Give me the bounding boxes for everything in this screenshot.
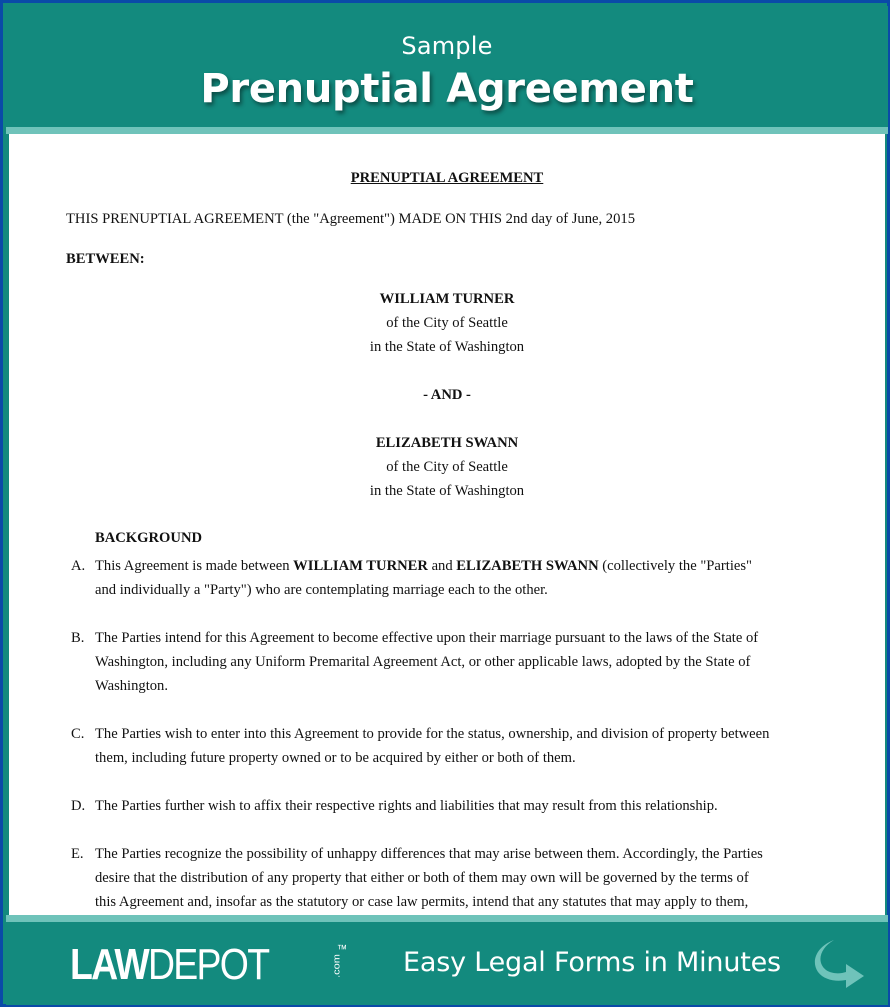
party2-city: of the City of Seattle — [386, 459, 508, 475]
lawdepot-logo[interactable] — [70, 940, 348, 990]
logo-trademark: ™ — [336, 942, 348, 956]
header-accent-band — [6, 127, 888, 134]
clause-c-line: them, including future property owned or to be acquired by either or both of them. — [95, 750, 576, 766]
header-title: Prenuptial Agreement — [200, 66, 694, 112]
party1-state: in the State of Washington — [369, 339, 525, 355]
party1-city: of the City of Seattle — [386, 315, 508, 331]
clause-a-text: (collectively the "Parties" — [598, 558, 752, 574]
clause-a-line1 — [95, 554, 752, 578]
header-banner — [6, 6, 888, 128]
clause-b-line: Washington. — [95, 678, 169, 694]
party2-state: in the State of Washington — [369, 483, 525, 499]
clause-e-letter: E. — [71, 846, 84, 862]
clause-d-line: The Parties further wish to affix their respective rights and liabilities that may result from this relationship. — [95, 798, 718, 814]
clause-b-line: The Parties intend for this Agreement to become effective upon their marriage pursuant to the laws of the State of — [95, 630, 759, 646]
clause-e — [95, 842, 763, 914]
clause-a-text: This Agreement is made between — [95, 558, 294, 574]
clause-d-letter: D. — [71, 798, 86, 814]
party2-name: ELIZABETH SWANN — [375, 435, 519, 451]
document-heading: PRENUPTIAL AGREEMENT — [350, 170, 544, 186]
clause-e-line: The Parties recognize the possibility of unhappy differences that may arise between them. Accordingly, the Parties — [95, 846, 763, 862]
background-label: BACKGROUND — [95, 530, 203, 546]
clause-e-line: this Agreement and, insofar as the statutory or case law permits, intend that any statutes that may apply to them, — [95, 894, 749, 910]
clause-a-party2: ELIZABETH SWANN — [456, 558, 599, 574]
clause-a-line2: and individually a "Party") who are contemplating marriage each to the other. — [95, 582, 548, 598]
document-preview — [9, 134, 885, 915]
logo-dotcom: .com — [331, 954, 342, 978]
clause-a-letter: A. — [71, 558, 86, 574]
clause-a — [95, 554, 752, 602]
clause-d — [95, 794, 718, 818]
footer-accent-band — [6, 915, 888, 922]
clause-b-line: Washington, including any Uniform Premarital Agreement Act, or other applicable laws, adopted by the State of — [95, 654, 751, 670]
footer-banner — [6, 922, 888, 1005]
party1-name: WILLIAM TURNER — [379, 291, 515, 307]
footer-tagline: Easy Legal Forms in Minutes — [403, 947, 781, 978]
clause-b — [95, 626, 758, 698]
clause-e-line: desire that the distribution of any property that either or both of them may own will be governed by the terms of — [95, 870, 749, 886]
clause-b-letter: B. — [71, 630, 85, 646]
and-separator: - AND - — [423, 387, 471, 403]
document-intro: THIS PRENUPTIAL AGREEMENT (the "Agreement") MADE ON THIS 2nd day of June, 2015 — [66, 211, 635, 227]
logo-law: LAW — [70, 940, 149, 989]
clause-c-letter: C. — [71, 726, 85, 742]
clause-a-party1: WILLIAM TURNER — [293, 558, 428, 574]
clause-c — [95, 722, 769, 770]
between-label: BETWEEN: — [66, 251, 145, 267]
curved-arrow-icon — [812, 938, 868, 993]
header-subtitle: Sample — [401, 32, 493, 60]
clause-c-line: The Parties wish to enter into this Agreement to provide for the status, ownership, and division of property between — [95, 726, 770, 742]
clause-a-text: and — [427, 558, 457, 574]
logo-depot: DEPOT — [148, 940, 269, 989]
